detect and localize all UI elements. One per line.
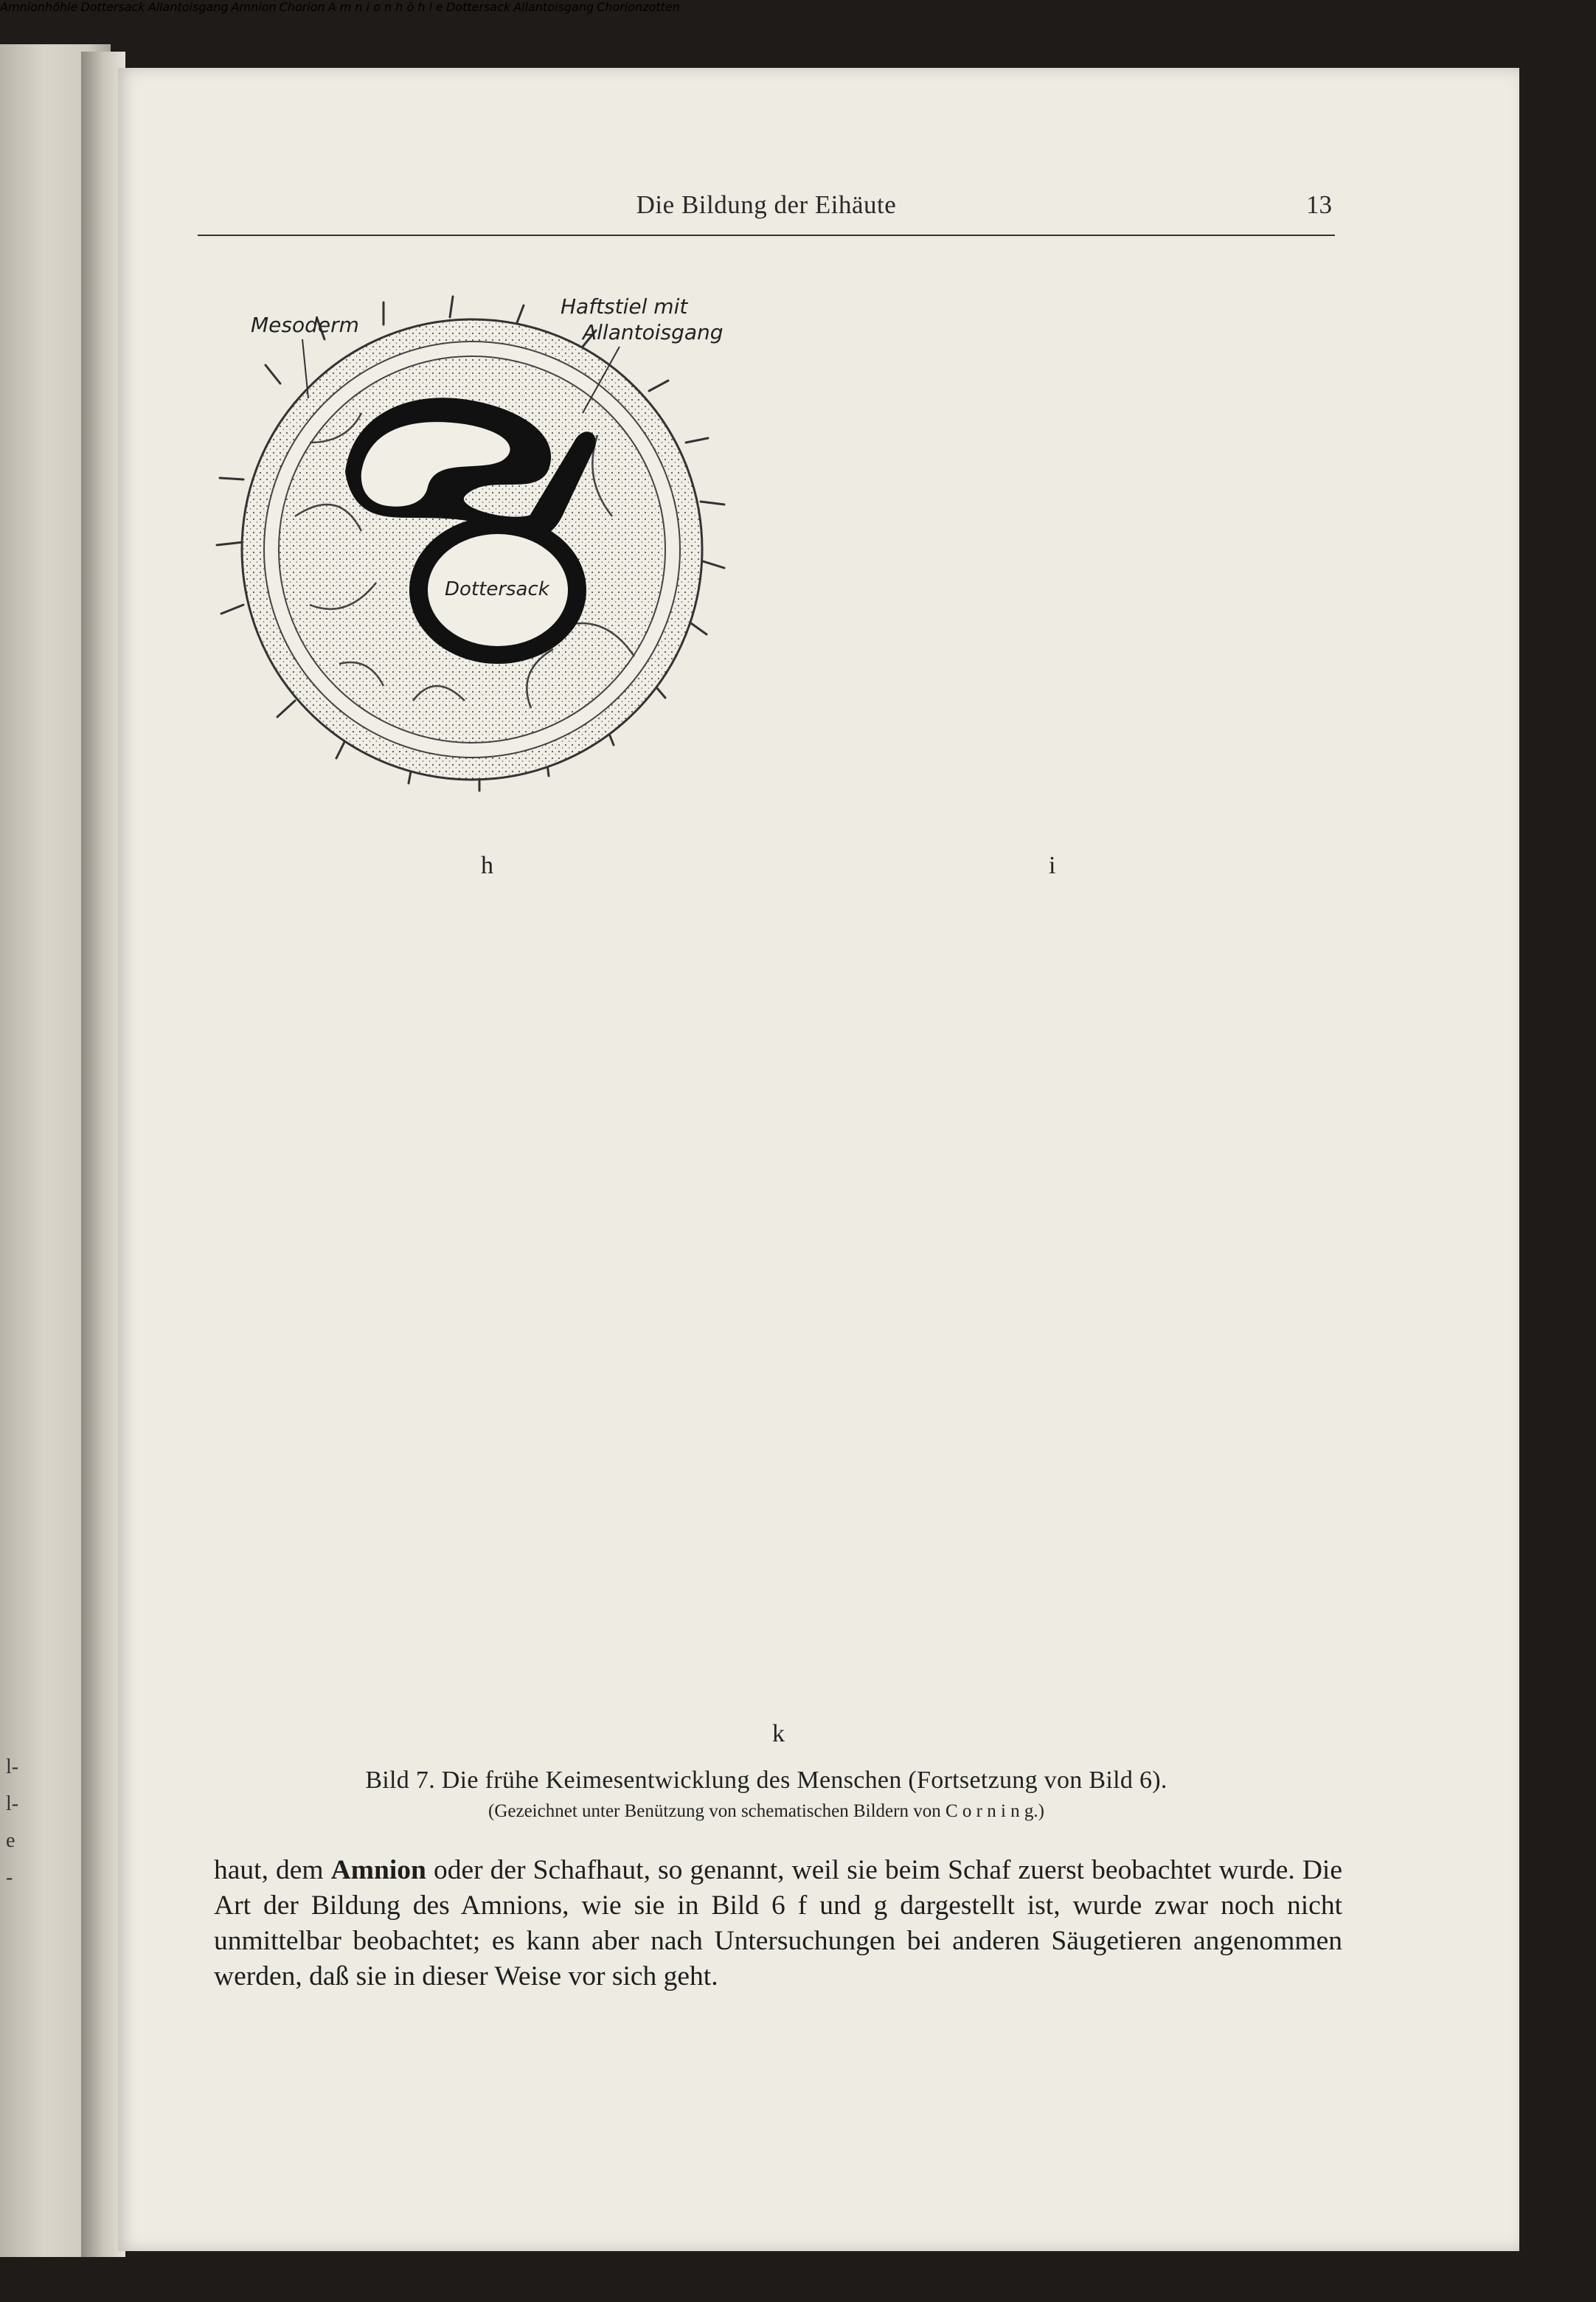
figure-subcaption: (Gezeichnet unter Benützung von schematischen Bildern von C o r n i n g.) bbox=[488, 1801, 1044, 1821]
panel-letter-i: i bbox=[1049, 852, 1056, 879]
label-chorionzotten: Chorionzotten bbox=[597, 0, 680, 14]
label-allantoisgang-k: Allantoisgang bbox=[513, 0, 594, 14]
panel-letter-k: k bbox=[772, 1720, 785, 1747]
left-fragment: l- bbox=[6, 1792, 19, 1815]
label-dottersack-i: Dottersack bbox=[80, 0, 145, 14]
panel-letter-h: h bbox=[481, 852, 493, 879]
label-chorion: Chorion bbox=[279, 0, 325, 14]
left-fragment: - bbox=[6, 1866, 13, 1889]
left-fragment: l- bbox=[6, 1755, 19, 1778]
label-dottersack-k: Dottersack bbox=[445, 0, 511, 14]
label-amnion: Amnion bbox=[231, 0, 277, 14]
label-haftstiel-1: Haftstiel mit bbox=[561, 294, 688, 319]
left-fragment: e bbox=[6, 1829, 15, 1852]
body-paragraph bbox=[214, 1853, 1342, 1994]
label-amnionhoehle-k: A m n i o n h ö h l e bbox=[327, 0, 443, 14]
running-title: Die Bildung der Eihäute bbox=[636, 190, 897, 219]
body-text-part2: oder der Schafhaut, so genannt, weil sie beim Schaf zuerst beobachtet wurde. Die Art der Bildung des Amnions, wie sie in Bild 6 f und g dargestellt ist, wurde zwar noch nicht unmittelbar beobachtet; es kann aber nach Untersuchungen bei anderen Säugetieren angenommen werden, daß sie in dieser Weise vor sich geht. bbox=[214, 1855, 1342, 1991]
label-haftstiel-2: Allantoisgang bbox=[583, 320, 724, 344]
label-mesoderm: Mesoderm bbox=[251, 313, 359, 337]
body-text-part1: haut, dem bbox=[214, 1855, 331, 1885]
label-amnionhoehle-i: Amnionhöhle bbox=[0, 0, 78, 14]
body-text-bold: Amnion bbox=[330, 1855, 426, 1885]
page-number: 13 bbox=[1306, 190, 1332, 219]
label-dottersack-h: Dottersack bbox=[445, 578, 549, 600]
figure-caption: Bild 7. Die frühe Keimesentwicklung des Menschen (Fortsetzung von Bild 6). bbox=[365, 1767, 1167, 1794]
label-allantoisgang-i: Allantoisgang bbox=[148, 0, 229, 14]
panel-h-drawing bbox=[217, 297, 724, 791]
